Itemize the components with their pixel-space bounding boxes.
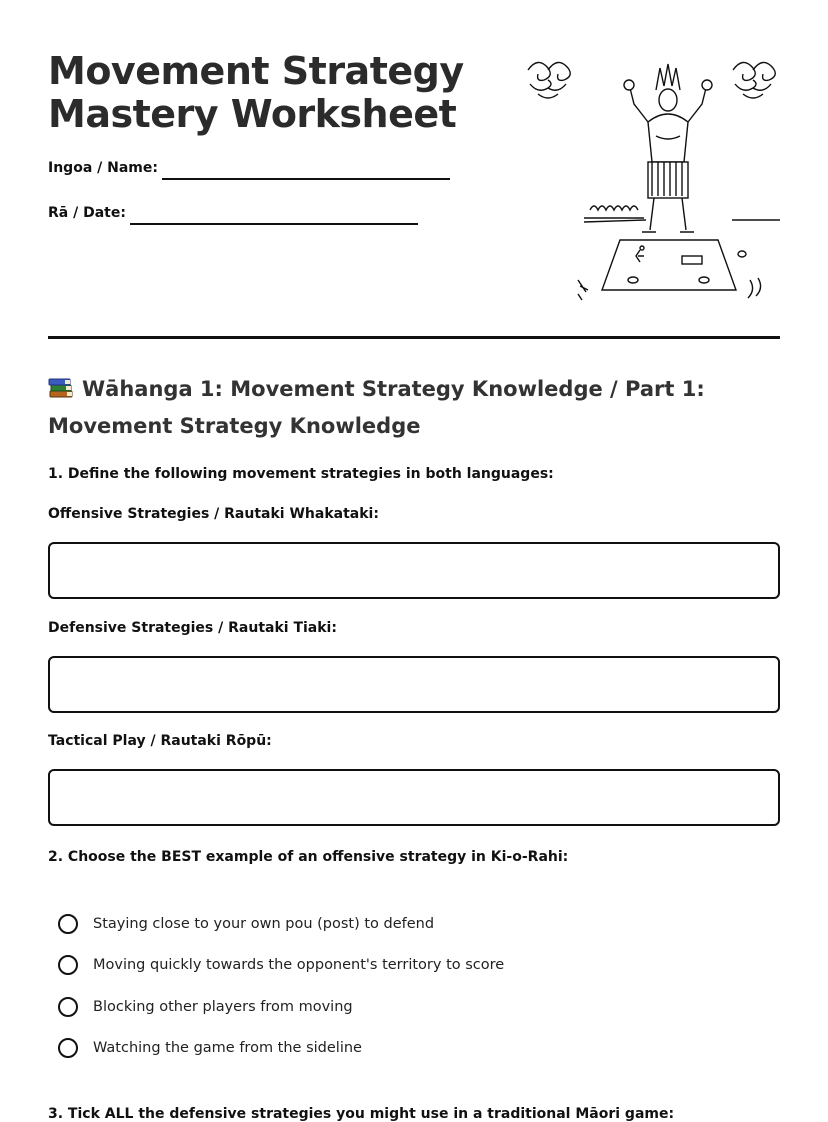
offensive-answer-box[interactable]	[48, 542, 780, 599]
question-1-prompt: 1. Define the following movement strategies in both languages:	[48, 466, 554, 482]
option-c[interactable]	[58, 995, 353, 1019]
option-c-label: Blocking other players from moving	[93, 999, 353, 1015]
warrior-illustration	[518, 50, 780, 310]
radio-button[interactable]	[58, 1038, 78, 1058]
defensive-label: Defensive Strategies / Rautaki Tiaki:	[48, 620, 337, 636]
option-a[interactable]	[58, 912, 434, 936]
koru-ornament-icon	[733, 62, 775, 98]
name-field	[48, 160, 158, 176]
radio-button[interactable]	[58, 914, 78, 934]
option-b[interactable]	[58, 953, 504, 977]
date-input-line[interactable]	[130, 223, 418, 225]
books-icon	[48, 377, 74, 399]
tactical-answer-box[interactable]	[48, 769, 780, 826]
option-b-label: Moving quickly towards the opponent's territory to score	[93, 957, 505, 973]
date-field	[48, 205, 126, 221]
question-2-prompt: 2. Choose the BEST example of an offensive strategy in Ki-o-Rahi:	[48, 849, 569, 865]
name-label: Ingoa / Name:	[48, 160, 158, 176]
option-a-label: Staying close to your own pou (post) to defend	[93, 916, 435, 932]
date-label: Rā / Date:	[48, 205, 126, 221]
header-divider	[48, 336, 780, 339]
option-d[interactable]	[58, 1036, 362, 1060]
offensive-label: Offensive Strategies / Rautaki Whakataki:	[48, 506, 379, 522]
radio-button[interactable]	[58, 997, 78, 1017]
radio-button[interactable]	[58, 955, 78, 975]
tactical-label: Tactical Play / Rautaki Rōpū:	[48, 733, 272, 749]
section-1-title: Wāhanga 1: Movement Strategy Knowledge / Part 1: Movement Strategy Knowledge	[48, 377, 705, 438]
section-1-heading	[48, 371, 780, 445]
defensive-answer-box[interactable]	[48, 656, 780, 713]
koru-ornament-icon	[528, 62, 570, 98]
title-line-2: Mastery Worksheet	[48, 92, 457, 136]
question-3-prompt: 3. Tick ALL the defensive strategies you might use in a traditional Māori game:	[48, 1106, 675, 1122]
option-d-label: Watching the game from the sideline	[93, 1040, 362, 1056]
name-input-line[interactable]	[162, 178, 450, 180]
title-line-1: Movement Strategy	[48, 49, 464, 93]
worksheet-title	[48, 50, 464, 136]
